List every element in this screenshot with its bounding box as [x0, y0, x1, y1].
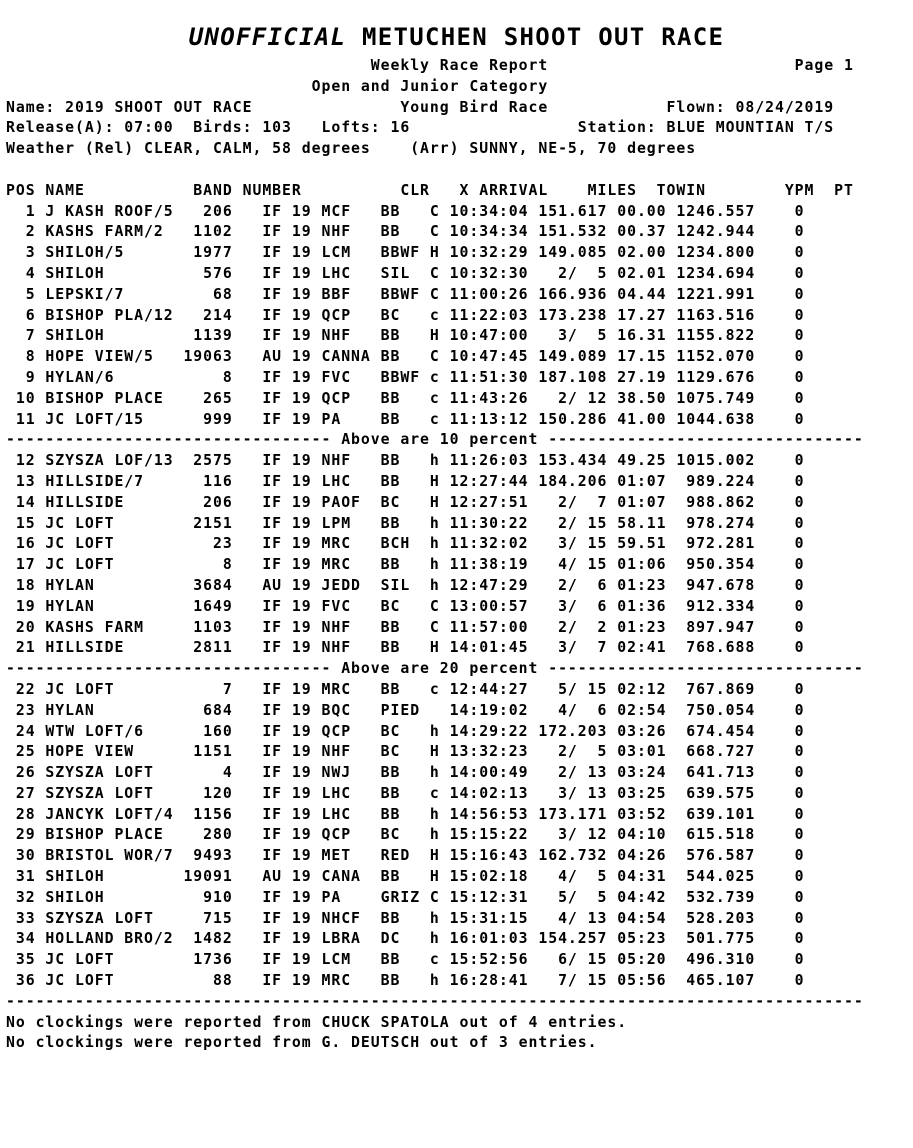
result-row: 32 SHILOH 910 IF 19 PA GRIZ C 15:12:31 5/ 5 04:42 532.739 0 — [6, 888, 805, 906]
result-row: 19 HYLAN 1649 IF 19 FVC BC C 13:00:57 3/ 6 01:36 912.334 0 — [6, 597, 805, 615]
result-row: 6 BISHOP PLA/12 214 IF 19 QCP BC c 11:22:03 173.238 17.27 1163.516 0 — [6, 306, 805, 324]
percent-divider: --------------------------------- Above are 20 percent -------------------------------- — [6, 660, 864, 678]
result-row: 18 HYLAN 3684 AU 19 JEDD SIL h 12:47:29 2/ 6 01:23 947.678 0 — [6, 576, 805, 594]
footer-note: No clockings were reported from CHUCK SPATOLA out of 4 entries. — [6, 1013, 628, 1031]
result-row: 20 KASHS FARM 1103 IF 19 NHF BB C 11:57:00 2/ 2 01:23 897.947 0 — [6, 618, 805, 636]
title-race-name: METUCHEN SHOOT OUT RACE — [346, 23, 725, 51]
blank-line — [6, 160, 864, 181]
result-row: 16 JC LOFT 23 IF 19 MRC BCH h 11:32:02 3/ 15 59.51 972.281 0 — [6, 535, 805, 553]
category-line: Open and Junior Category — [6, 77, 549, 95]
result-row: 14 HILLSIDE 206 IF 19 PAOF BC H 12:27:51 2/ 7 01:07 988.862 0 — [6, 493, 805, 511]
result-row: 33 SZYSZA LOFT 715 IF 19 NHCF BB h 15:31:15 4/ 13 04:54 528.203 0 — [6, 909, 805, 927]
result-row: 10 BISHOP PLACE 265 IF 19 QCP BB c 11:43:26 2/ 12 38.50 1075.749 0 — [6, 389, 805, 407]
report-subtitle-line: Weekly Race Report Page 1 — [6, 57, 854, 74]
release-line: Release(A): 07:00 Birds: 103 Lofts: 16 Station: BLUE MOUNTIAN T/S — [6, 119, 835, 137]
result-row: 30 BRISTOL WOR/7 9493 IF 19 MET RED H 15:16:43 162.732 04:26 576.587 0 — [6, 847, 805, 865]
result-row: 9 HYLAN/6 8 IF 19 FVC BBWF c 11:51:30 187.108 27.19 1129.676 0 — [6, 368, 805, 386]
result-row: 2 KASHS FARM/2 1102 IF 19 NHF BB C 10:34:34 151.532 00.37 1242.944 0 — [6, 223, 805, 241]
result-row: 35 JC LOFT 1736 IF 19 LCM BB c 15:52:56 6/ 15 05:20 496.310 0 — [6, 951, 805, 969]
result-row: 29 BISHOP PLACE 280 IF 19 QCP BC h 15:15:22 3/ 12 04:10 615.518 0 — [6, 826, 805, 844]
result-row: 4 SHILOH 576 IF 19 LHC SIL C 10:32:30 2/ 5 02.01 1234.694 0 — [6, 264, 805, 282]
result-row: 3 SHILOH/5 1977 IF 19 LCM BBWF H 10:32:29 149.085 02.00 1234.800 0 — [6, 244, 805, 262]
result-row: 34 HOLLAND BRO/2 1482 IF 19 LBRA DC h 16:01:03 154.257 05:23 501.775 0 — [6, 930, 805, 948]
result-row: 5 LEPSKI/7 68 IF 19 BBF BBWF C 11:00:26 166.936 04.44 1221.991 0 — [6, 285, 805, 303]
race-report — [6, 56, 864, 1054]
result-row: 22 JC LOFT 7 IF 19 MRC BB c 12:44:27 5/ 15 02:12 767.869 0 — [6, 680, 805, 698]
footer-note: No clockings were reported from G. DEUTSCH out of 3 entries. — [6, 1034, 598, 1052]
end-divider: --------------------------------------------------------------------------------------- — [6, 992, 864, 1010]
result-row: 15 JC LOFT 2151 IF 19 LPM BB h 11:30:22 2/ 15 58.11 978.274 0 — [6, 514, 805, 532]
result-row: 28 JANCYK LOFT/4 1156 IF 19 LHC BB h 14:56:53 173.171 03:52 639.101 0 — [6, 805, 805, 823]
weather-line: Weather (Rel) CLEAR, CALM, 58 degrees (Arr) SUNNY, NE-5, 70 degrees — [6, 140, 697, 158]
result-row: 23 HYLAN 684 IF 19 BQC PIED 14:19:02 4/ 6 02:54 750.054 0 — [6, 701, 805, 719]
title-unofficial: UNOFFICIAL — [188, 23, 347, 51]
result-row: 17 JC LOFT 8 IF 19 MRC BB h 11:38:19 4/ 15 01:06 950.354 0 — [6, 556, 805, 574]
result-row: 21 HILLSIDE 2811 IF 19 NHF BB H 14:01:45 3/ 7 02:41 768.688 0 — [6, 639, 805, 657]
result-row: 25 HOPE VIEW 1151 IF 19 NHF BC H 13:32:23 2/ 5 03:01 668.727 0 — [6, 743, 805, 761]
column-header: POS NAME BAND NUMBER CLR X ARRIVAL MILES TOWIN YPM PT — [6, 181, 854, 199]
report-title — [0, 22, 913, 52]
result-row: 24 WTW LOFT/6 160 IF 19 QCP BC h 14:29:22 172.203 03:26 674.454 0 — [6, 722, 805, 740]
result-row: 8 HOPE VIEW/5 19063 AU 19 CANNA BB C 10:47:45 149.089 17.15 1152.070 0 — [6, 348, 805, 366]
result-row: 12 SZYSZA LOF/13 2575 IF 19 NHF BB h 11:26:03 153.434 49.25 1015.002 0 — [6, 452, 805, 470]
result-row: 36 JC LOFT 88 IF 19 MRC BB h 16:28:41 7/ 15 05:56 465.107 0 — [6, 972, 805, 990]
result-row: 31 SHILOH 19091 AU 19 CANA BB H 15:02:18 4/ 5 04:31 544.025 0 — [6, 868, 805, 886]
result-row: 13 HILLSIDE/7 116 IF 19 LHC BB H 12:27:44 184.206 01:07 989.224 0 — [6, 472, 805, 490]
result-row: 7 SHILOH 1139 IF 19 NHF BB H 10:47:00 3/ 5 16.31 1155.822 0 — [6, 327, 805, 345]
percent-divider: --------------------------------- Above are 10 percent -------------------------------- — [6, 431, 864, 449]
race-name-line: Name: 2019 SHOOT OUT RACE Young Bird Race Flown: 08/24/2019 — [6, 98, 835, 116]
result-row: 11 JC LOFT/15 999 IF 19 PA BB c 11:13:12 150.286 41.00 1044.638 0 — [6, 410, 805, 428]
result-row: 1 J KASH ROOF/5 206 IF 19 MCF BB C 10:34:04 151.617 00.00 1246.557 0 — [6, 202, 805, 220]
result-row: 27 SZYSZA LOFT 120 IF 19 LHC BB c 14:02:13 3/ 13 03:25 639.575 0 — [6, 784, 805, 802]
result-row: 26 SZYSZA LOFT 4 IF 19 NWJ BB h 14:00:49 2/ 13 03:24 641.713 0 — [6, 764, 805, 782]
